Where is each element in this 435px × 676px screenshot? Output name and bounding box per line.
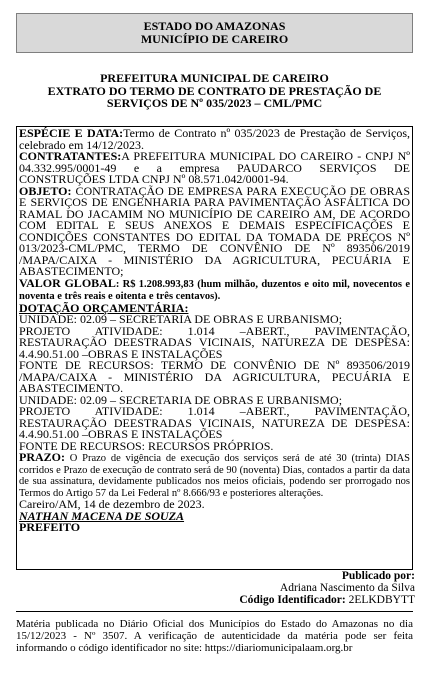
title-line-3: SERVIÇOS DE Nº 035/2023 – CML/PMC xyxy=(106,96,323,110)
signatory-role xyxy=(19,522,410,534)
especie-paragraph xyxy=(19,128,410,151)
signatory-name-text: NATHAN MACENA DE SOUZA xyxy=(19,508,185,523)
contratantes-paragraph xyxy=(19,151,410,186)
title-line-2: EXTRATO DO TERMO DE CONTRATO DE PRESTAÇÃO DE xyxy=(47,83,382,98)
dotacao-2-unidade: UNIDADE: 02.09 – SECRETARIA DE OBRAS E URBANISMO; xyxy=(19,392,343,407)
extract-content-box xyxy=(16,126,413,570)
valor-label: VALOR GLOBAL xyxy=(19,275,116,290)
publisher-name: Adriana Nascimento da Silva xyxy=(279,582,415,594)
dotacao-1-fonte: FONTE DE RECURSOS: TERMO DE CONVÊNIO DE Nº 893506/2019 /MAPA/CAIXA - MINISTÉRIO DA AGRICULTURA, PECUÁRIA E ABASTECIMENTO. xyxy=(19,358,410,395)
signatory-role-text: PREFEITO xyxy=(19,520,81,534)
title-line-1: PREFEITURA MUNICIPAL DE CAREIRO xyxy=(100,71,329,85)
prazo-paragraph xyxy=(19,452,410,499)
valor-text: : R$ 1.208.993,83 (hum milhão, duzentos e oito mil, novecentos e noventa e três reais e oitenta e três centavos). xyxy=(19,278,410,302)
local-data: Careiro/AM, 14 de dezembro de 2023. xyxy=(19,497,205,511)
footer-note: Matéria publicada no Diário Oficial dos Municípios do Estado do Amazonas no dia 15/12/2023 - Nº 3507. A verificação de autenticidade da matéria pode ser feita informando o código identificador no site: https://diariomunicipalaam.org.br xyxy=(16,618,413,654)
footer-divider xyxy=(16,611,413,612)
dotacao-2-fonte: FONTE DE RECURSOS: RECURSOS PRÓPRIOS. xyxy=(19,438,274,453)
objeto-label: OBJETO: xyxy=(19,183,72,198)
document-title xyxy=(16,72,413,110)
published-by-label: Publicado por: xyxy=(341,570,415,582)
especie-text: Termo de Contrato nº 035/2023 de Prestação de Serviços, celebrado em 14/12/2023. xyxy=(19,126,411,152)
especie-label: ESPÉCIE E DATA: xyxy=(19,126,124,140)
contratantes-label: CONTRATANTES: xyxy=(19,149,122,163)
identifier-line xyxy=(239,594,415,606)
dotacao-1-projeto: PROJETO ATIVIDADE: 1.014 –ABERT., PAVIMENTAÇÃO, RESTAURAÇÃO DEESTRADAS VICINAIS, NATUREZA DE DESPESA: 4.4.90.51.00 –OBRAS E INSTALAÇÕES xyxy=(19,323,410,361)
prazo-label: PRAZO: xyxy=(19,450,65,464)
dotacao-2-projeto: PROJETO ATIVIDADE: 1.014 –ABERT., PAVIMENTAÇÃO, RESTAURAÇÃO DEESTRADAS VICINAIS, NATUREZA DE DESPESA: 4.4.90.51.00 –OBRAS E INSTALAÇÕES xyxy=(19,404,410,441)
municipality-name: MUNICÍPIO DE CAREIRO xyxy=(140,32,289,46)
objeto-paragraph xyxy=(19,183,410,278)
identifier-label: Código Identificador: xyxy=(239,594,346,606)
contratantes-text: A PREFEITURA MUNICIPAL DO CAREIRO - CNPJ Nº 04.332.995/0001-49 e a empresa PAUDARCO SERVIÇOS DE CONSTRUÇÕES LTDA CNPJ Nº 08.571.042/0001-94. xyxy=(19,149,410,186)
dotacao-label: DOTAÇÃO ORÇAMENTÁRIA: xyxy=(19,300,189,315)
valor-paragraph xyxy=(19,275,410,303)
identifier-code: 2ELKDBYTT xyxy=(348,594,415,606)
objeto-text: CONTRATAÇÃO DE EMPRESA PARA EXECUÇÃO DE OBRAS E SERVIÇOS DE ENGENHARIA PARA PAVIMENTAÇÃO ASFÁLTICA DO RAMAL DO JACAMIM NO MUNICÍPIO DE CAREIRO AM, DE ACORDO COM EDITAL E SEUS ANEXOS E DEMAIS ESPECIFICAÇÕES E CONDIÇÕES CONSTANTES DO EDITAL DA TOMADA DE PREÇOS Nº 013/2023-CML/PMC, TERMO DE CONVÊNIO DE Nº 893506/2019 /MAPA/CAIXA - MINISTÉRIO DA AGRICULTURA, PECUÁRIA E ABASTECIMENTO; xyxy=(19,183,410,278)
publication-info xyxy=(239,570,415,606)
prazo-text: O Prazo de vigência de execução dos serviços será de até 30 (trinta) DIAS corridos e Prazo de execução de contrato será de 90 (noventa) Dias, contados a partir da data de sua assinatura, devidamente publicados nos meios oficiais, podendo ser prorrogado nos Termos do Artigo 57 da Lei Federal nº 8.666/93 e posteriores alterações. xyxy=(19,453,410,499)
dotacao-1-unidade: UNIDADE: 02.09 – SECRETARIA DE OBRAS E URBANISMO; xyxy=(19,312,343,326)
state-name: ESTADO DO AMAZONAS xyxy=(143,19,286,33)
state-header xyxy=(16,13,413,53)
